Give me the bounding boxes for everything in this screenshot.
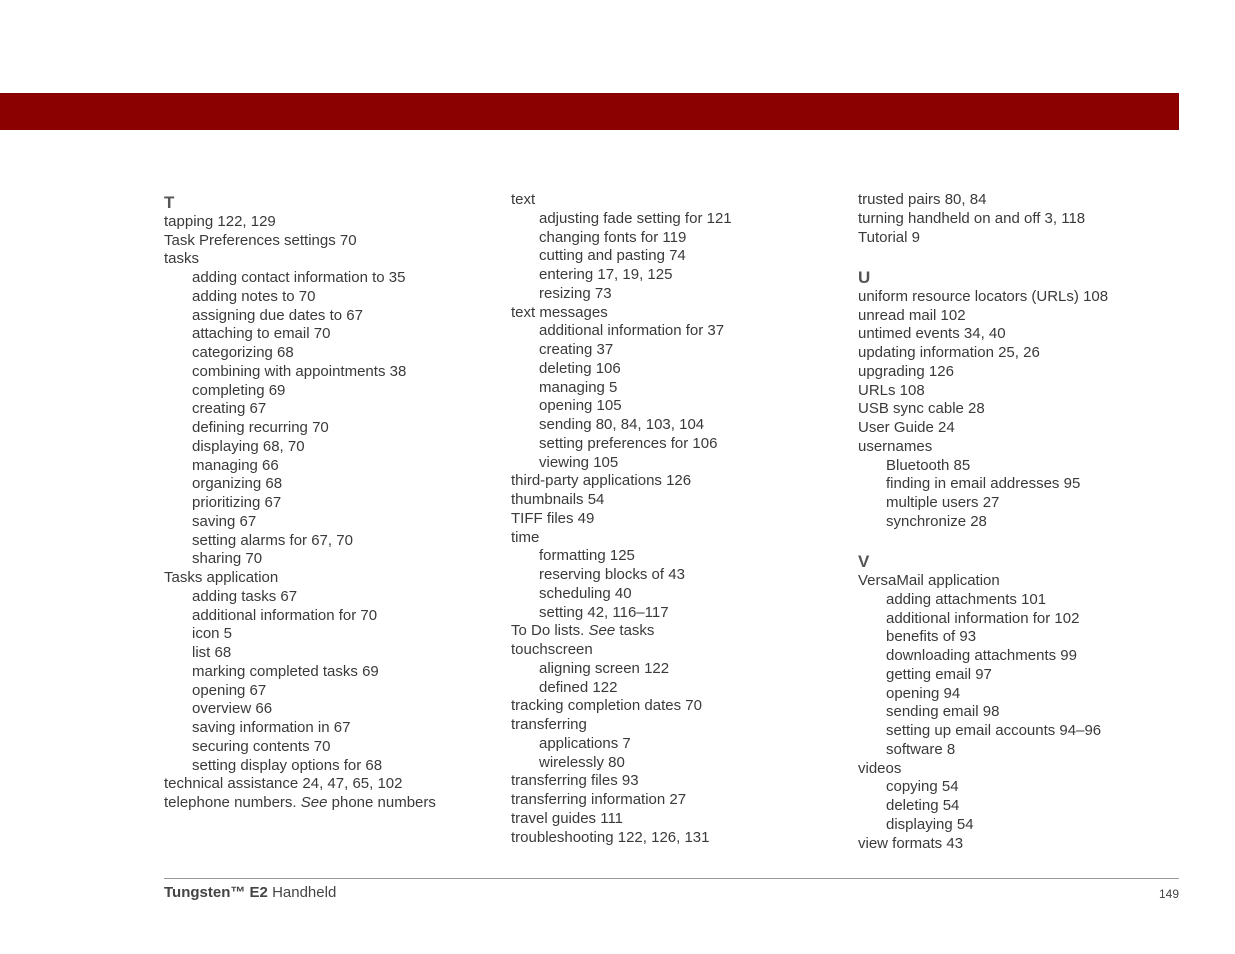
index-subentry: list 68 bbox=[192, 644, 232, 661]
index-subentry: marking completed tasks 69 bbox=[192, 662, 379, 680]
index-entry: Tasks application bbox=[164, 569, 279, 586]
index-subentry: displaying 54 bbox=[886, 815, 974, 833]
index-subentry: adding contact information to 35 bbox=[192, 269, 406, 286]
index-subentry: setting up email accounts 94–96 bbox=[886, 722, 1102, 739]
index-subentry: getting email 97 bbox=[886, 665, 992, 683]
see-reference: See bbox=[588, 622, 616, 640]
index-entry: transferring bbox=[511, 716, 587, 733]
index-entry: tracking completion dates 70 bbox=[511, 697, 702, 715]
index-subentry: opening 105 bbox=[539, 397, 622, 415]
index-column-3 bbox=[858, 191, 1198, 853]
index-subentry: setting 42, 116–117 bbox=[539, 603, 669, 621]
footer-product-name: Tungsten™ E2 bbox=[164, 884, 268, 901]
index-entry: To Do lists. See tasks bbox=[511, 622, 655, 640]
index-entry: transferring information 27 bbox=[511, 791, 687, 808]
index-subentry: synchronize 28 bbox=[886, 512, 987, 530]
index-entry: trusted pairs 80, 84 bbox=[858, 191, 987, 208]
index-entry: Task Preferences settings 70 bbox=[164, 231, 357, 249]
index-subentry: defined 122 bbox=[539, 678, 618, 696]
index-subentry: creating 37 bbox=[539, 341, 614, 358]
index-subentry: overview 66 bbox=[192, 700, 273, 718]
index-entry: Tutorial 9 bbox=[858, 228, 920, 246]
index-entry: tasks bbox=[164, 250, 200, 268]
see-reference: See bbox=[300, 794, 328, 811]
index-subentry: resizing 73 bbox=[539, 284, 612, 302]
index-subentry: securing contents 70 bbox=[192, 737, 331, 755]
index-subentry: completing 69 bbox=[192, 381, 286, 399]
index-subentry: additional information for 102 bbox=[886, 609, 1080, 627]
index-entry: third-party applications 126 bbox=[511, 472, 692, 490]
index-subentry: cutting and pasting 74 bbox=[539, 247, 686, 265]
index-section-letter: U bbox=[858, 268, 871, 287]
index-subentry: additional information for 70 bbox=[192, 606, 378, 624]
index-subentry: displaying 68, 70 bbox=[192, 437, 305, 455]
index-entry: telephone numbers. See phone numbers bbox=[164, 794, 436, 811]
index-subentry: copying 54 bbox=[886, 778, 959, 796]
index-subentry: categorizing 68 bbox=[192, 344, 294, 361]
index-subentry: entering 17, 19, 125 bbox=[539, 266, 673, 283]
index-subentry: applications 7 bbox=[539, 734, 631, 752]
index-subentry: managing 5 bbox=[539, 378, 618, 396]
index-column-1 bbox=[164, 191, 504, 813]
index-subentry: multiple users 27 bbox=[886, 494, 1000, 511]
index-subentry: benefits of 93 bbox=[886, 628, 977, 646]
footer-title bbox=[164, 884, 336, 901]
section-spacer bbox=[858, 247, 1198, 266]
index-subentry: deleting 106 bbox=[539, 359, 621, 377]
index-subentry: additional information for 37 bbox=[539, 322, 725, 340]
index-subentry: downloading attachments 99 bbox=[886, 647, 1077, 664]
index-subentry: aligning screen 122 bbox=[539, 659, 670, 677]
index-entry: view formats 43 bbox=[858, 834, 964, 852]
index-subentry: creating 67 bbox=[192, 400, 267, 418]
index-subentry: saving 67 bbox=[192, 512, 257, 530]
index-entry: uniform resource locators (URLs) 108 bbox=[858, 287, 1109, 305]
index-subentry: setting display options for 68 bbox=[192, 756, 383, 774]
index-subentry: deleting 54 bbox=[886, 797, 960, 814]
header-banner bbox=[0, 93, 1179, 130]
index-section-letter: T bbox=[164, 193, 175, 212]
index-entry: thumbnails 54 bbox=[511, 491, 605, 508]
index-subentry: sending 80, 84, 103, 104 bbox=[539, 416, 705, 433]
index-subentry: viewing 105 bbox=[539, 453, 619, 471]
page-number: 149 bbox=[1158, 887, 1179, 901]
index-subentry: opening 67 bbox=[192, 681, 267, 699]
index-subentry: adjusting fade setting for 121 bbox=[539, 209, 732, 227]
index-entry: upgrading 126 bbox=[858, 362, 954, 380]
index-entry: USB sync cable 28 bbox=[858, 400, 985, 418]
index-entry: touchscreen bbox=[511, 641, 593, 658]
index-subentry: software 8 bbox=[886, 740, 956, 758]
index-subentry: organizing 68 bbox=[192, 475, 283, 493]
index-subentry: formatting 125 bbox=[539, 547, 635, 565]
index-subentry: finding in email addresses 95 bbox=[886, 475, 1081, 493]
index-subentry: changing fonts for 119 bbox=[539, 228, 687, 246]
index-entry: time bbox=[511, 528, 540, 546]
index-section-letter: V bbox=[858, 552, 870, 572]
index-entry: turning handheld on and off 3, 118 bbox=[858, 209, 1086, 227]
index-entry: videos bbox=[858, 759, 902, 777]
index-subentry: opening 94 bbox=[886, 684, 961, 702]
index-column-2 bbox=[511, 191, 851, 847]
index-entry: VersaMail application bbox=[858, 572, 1000, 589]
index-subentry: setting alarms for 67, 70 bbox=[192, 531, 353, 549]
index-subentry: sharing 70 bbox=[192, 550, 263, 568]
index-entry: troubleshooting 122, 126, 131 bbox=[511, 828, 710, 846]
index-subentry: managing 66 bbox=[192, 456, 279, 474]
section-spacer bbox=[858, 532, 1198, 551]
index-subentry: wirelessly 80 bbox=[539, 753, 625, 771]
index-subentry: adding tasks 67 bbox=[192, 587, 298, 605]
index-entry: transferring files 93 bbox=[511, 772, 639, 790]
index-entry: TIFF files 49 bbox=[511, 509, 595, 527]
index-subentry: prioritizing 67 bbox=[192, 494, 282, 511]
index-entry: technical assistance 24, 47, 65, 102 bbox=[164, 775, 403, 793]
index-subentry: attaching to email 70 bbox=[192, 325, 331, 343]
index-subentry: reserving blocks of 43 bbox=[539, 566, 685, 583]
index-entry: text messages bbox=[511, 303, 608, 321]
index-entry: travel guides 111 bbox=[511, 809, 624, 827]
index-entry: URLs 108 bbox=[858, 381, 925, 399]
index-subentry: adding notes to 70 bbox=[192, 287, 316, 305]
index-subentry: scheduling 40 bbox=[539, 584, 632, 602]
index-subentry: saving information in 67 bbox=[192, 719, 351, 736]
index-entry: updating information 25, 26 bbox=[858, 344, 1040, 361]
index-subentry: Bluetooth 85 bbox=[886, 456, 971, 474]
index-entry: untimed events 34, 40 bbox=[858, 325, 1006, 343]
index-entry: tapping 122, 129 bbox=[164, 212, 276, 230]
footer-divider bbox=[164, 878, 1179, 879]
index-subentry: adding attachments 101 bbox=[886, 590, 1047, 608]
index-subentry: combining with appointments 38 bbox=[192, 362, 407, 380]
index-entry: usernames bbox=[858, 437, 933, 455]
index-entry: text bbox=[511, 191, 536, 208]
index-subentry: sending email 98 bbox=[886, 703, 1000, 721]
index-entry: unread mail 102 bbox=[858, 306, 966, 324]
index-subentry: icon 5 bbox=[192, 625, 233, 643]
index-subentry: setting preferences for 106 bbox=[539, 434, 718, 452]
index-subentry: assigning due dates to 67 bbox=[192, 306, 363, 324]
index-entry: User Guide 24 bbox=[858, 419, 955, 436]
footer-product-type: Handheld bbox=[267, 884, 337, 901]
index-subentry: defining recurring 70 bbox=[192, 419, 329, 436]
